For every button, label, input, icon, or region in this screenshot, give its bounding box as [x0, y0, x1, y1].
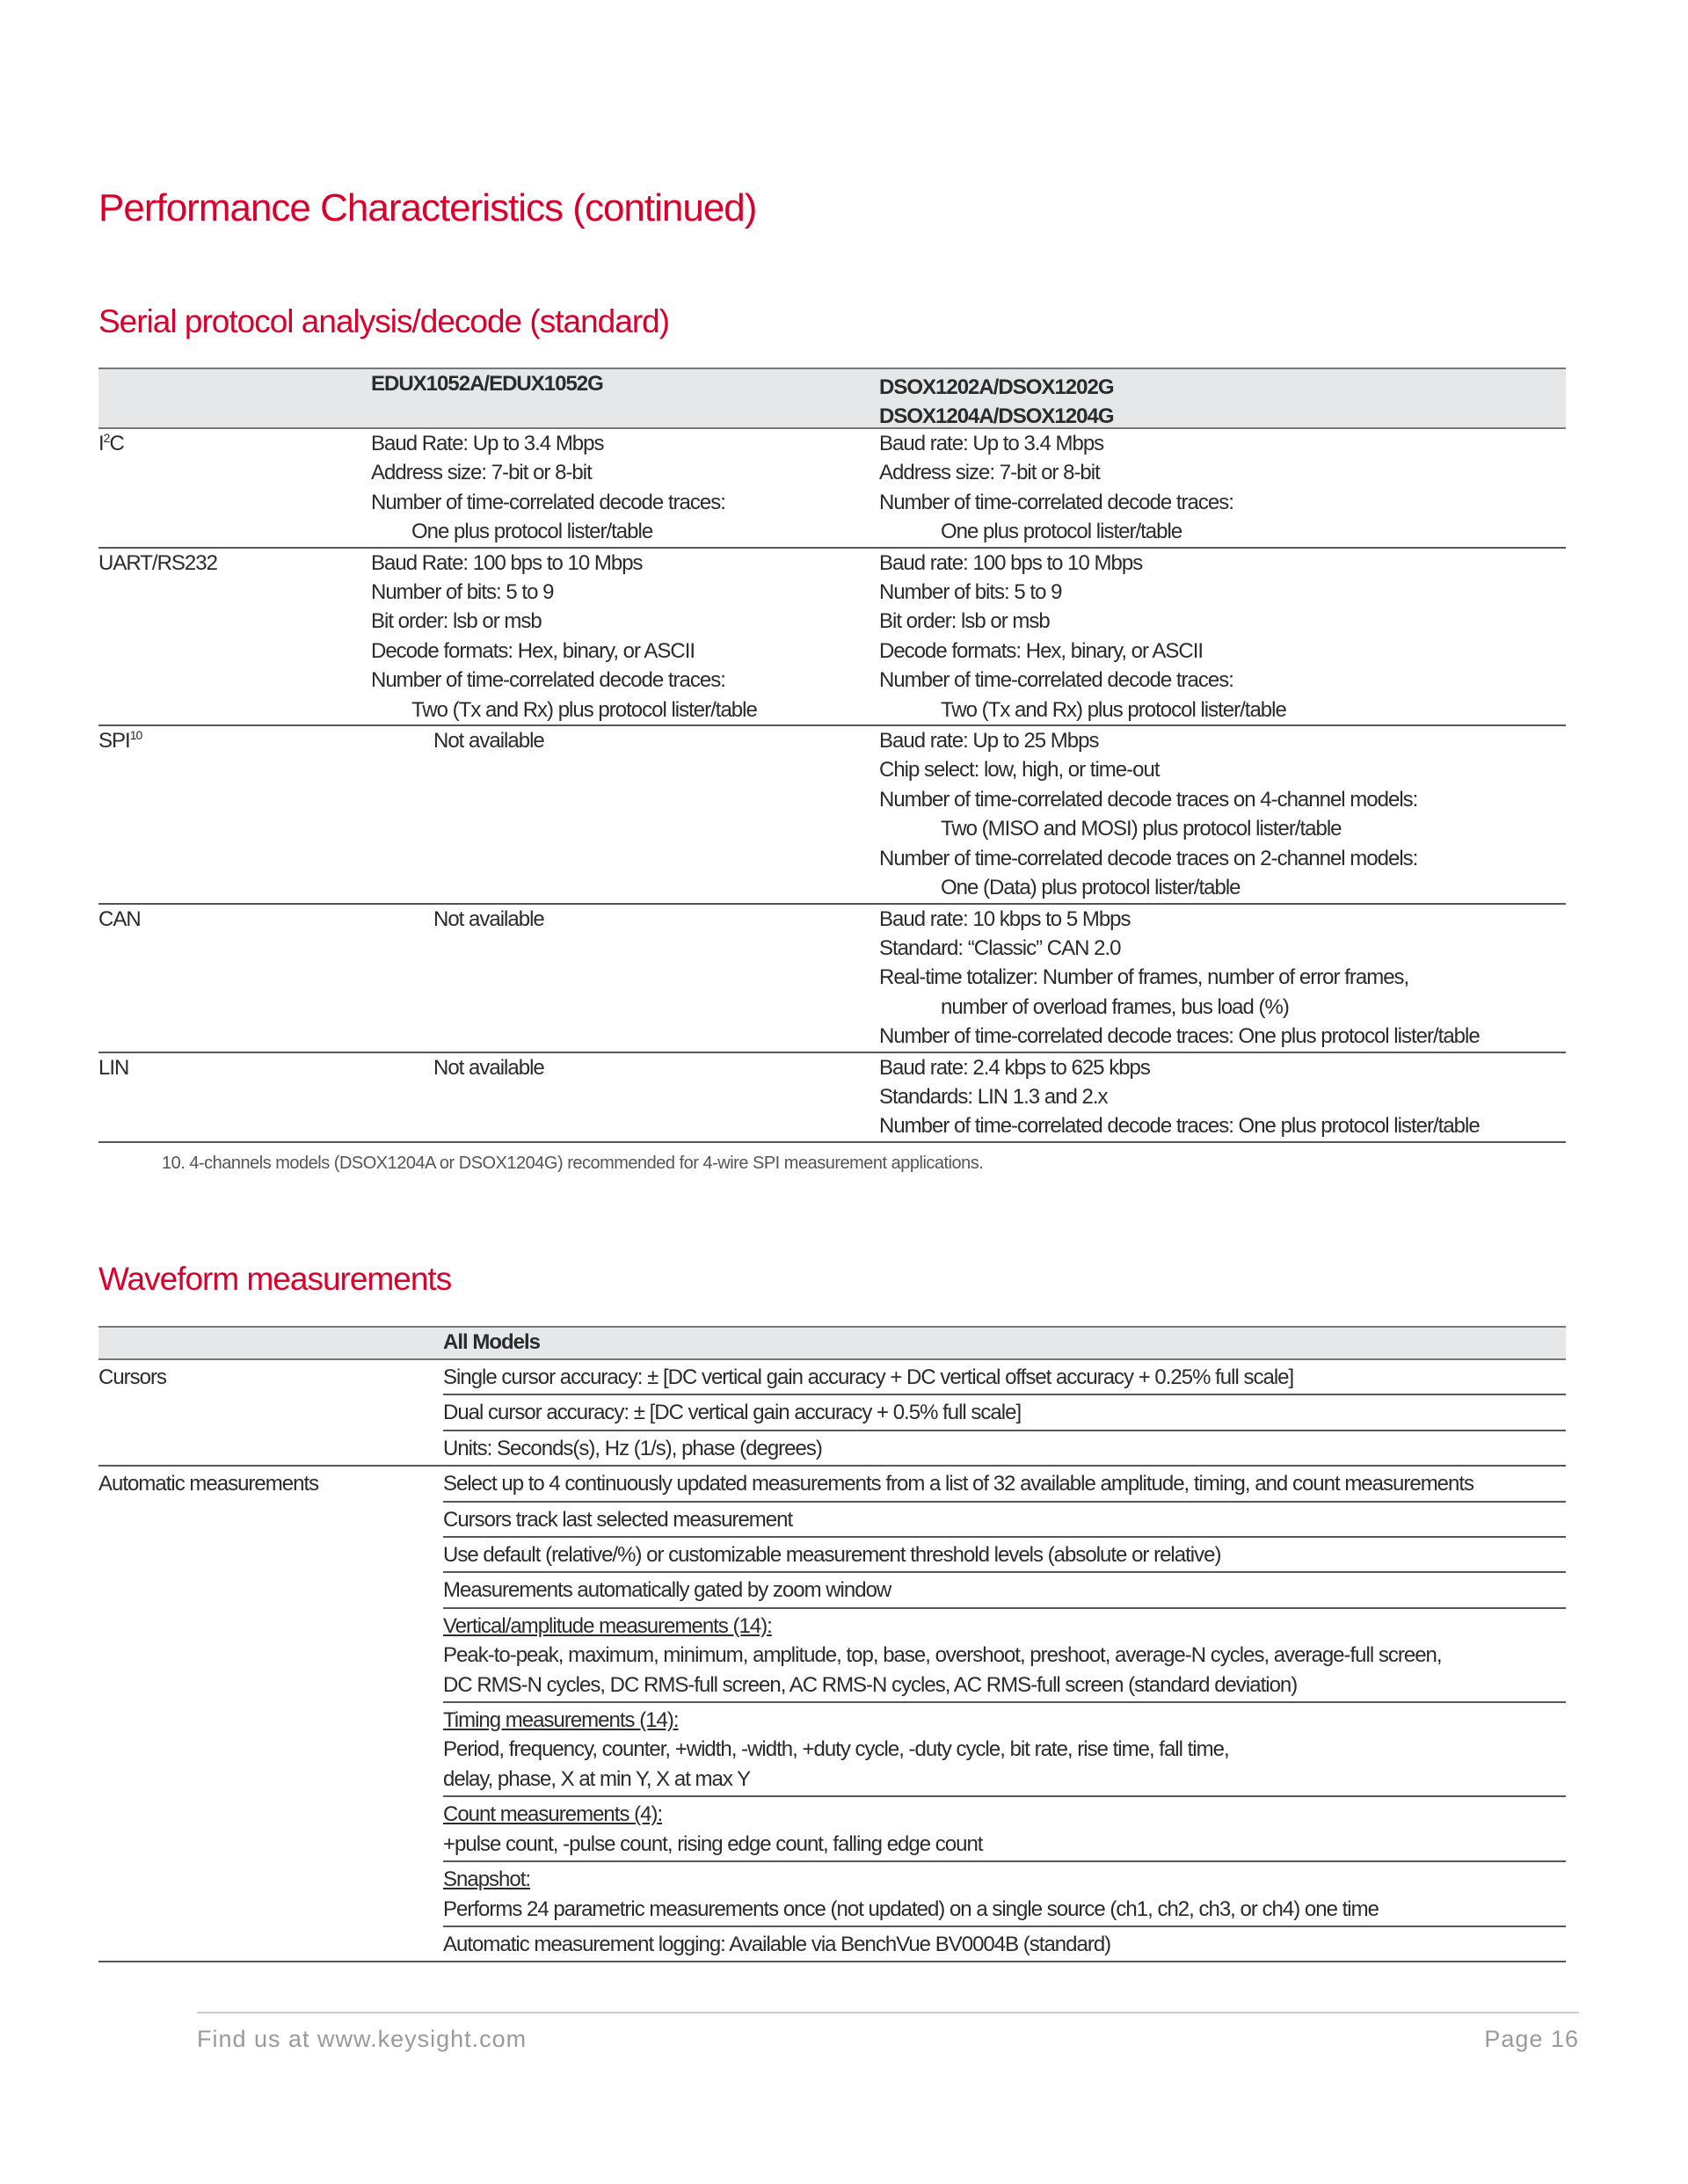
spec-line: One (Data) plus protocol lister/table	[941, 876, 1241, 900]
vertical-measurements	[443, 1609, 1566, 1703]
footer-divider	[197, 2012, 1579, 2013]
timing-line: delay, phase, X at min Y, X at max Y	[443, 1766, 751, 1791]
spec-line: One plus protocol lister/table	[411, 520, 653, 544]
spec-line: Address size: 7-bit or 8-bit	[371, 461, 592, 485]
count-line: +pulse count, -pulse count, rising edge count, falling edge count	[443, 1831, 983, 1856]
spec-line: Decode formats: Hex, binary, or ASCII	[371, 638, 695, 663]
spec-line: Number of time-correlated decode traces:	[879, 490, 1233, 514]
snapshot-title: Snapshot:	[443, 1867, 531, 1892]
table-row	[98, 429, 1566, 549]
row-label: CAN	[98, 906, 141, 931]
edu-cell	[433, 905, 544, 934]
serial-table-header	[98, 368, 1566, 429]
row-label: LIN	[98, 1055, 129, 1080]
waveform-table	[98, 1326, 1566, 1962]
table-row	[98, 1053, 1566, 1143]
count-measurements	[443, 1797, 1566, 1862]
count-title: Count measurements (4):	[443, 1802, 663, 1827]
snapshot	[443, 1862, 1566, 1927]
footnote: 10. 4-channels models (DSOX1204A or DSOX1204G) recommended for 4-wire SPI measurement applications.	[162, 1154, 984, 1173]
spec-line: Decode formats: Hex, binary, or ASCII	[879, 638, 1204, 663]
cursor-spec: Dual cursor accuracy: ± [DC vertical gain accuracy + 0.5% full scale]	[443, 1395, 1566, 1431]
spec-line: Not available	[433, 906, 544, 931]
edu-cell	[433, 1053, 544, 1082]
spec-line: Number of time-correlated decode traces on 2-channel models:	[879, 846, 1418, 870]
row-label: UART/RS232	[98, 550, 217, 575]
dso-cell	[879, 1053, 1566, 1141]
cursor-spec: Single cursor accuracy: ± [DC vertical gain accuracy + DC vertical offset accuracy + 0.25% full scale]	[443, 1360, 1566, 1395]
edu-cell	[433, 726, 544, 755]
auto-spec: Cursors track last selected measurement	[443, 1503, 1566, 1538]
timing-title: Timing measurements (14):	[443, 1708, 679, 1733]
vertical-line: Peak-to-peak, maximum, minimum, amplitude, top, base, overshoot, preshoot, average-N cycles, average-full screen,	[443, 1643, 1442, 1668]
spec-line: Baud rate: 10 kbps to 5 Mbps	[879, 906, 1131, 931]
edu-cell	[371, 429, 725, 547]
dso-cell	[879, 429, 1566, 547]
edu-cell	[371, 549, 757, 724]
snapshot-line: Performs 24 parametric measurements once (not updated) on a single source (ch1, ch2, ch3, or ch4) one time	[443, 1896, 1379, 1921]
spec-line: Number of bits: 5 to 9	[879, 580, 1062, 605]
spec-line: Number of time-correlated decode traces:	[371, 668, 725, 693]
spec-line: Number of time-correlated decode traces:	[879, 668, 1233, 693]
auto-spec: Measurements automatically gated by zoom window	[443, 1573, 1566, 1608]
spec-line: Baud rate: 100 bps to 10 Mbps	[879, 550, 1143, 575]
spec-line: Bit order: lsb or msb	[371, 609, 542, 634]
spec-line: Number of time-correlated decode traces: One plus protocol lister/table	[879, 1114, 1480, 1139]
vertical-line: DC RMS-N cycles, DC RMS-full screen, AC RMS-N cycles, AC RMS-full screen (standard deviation)	[443, 1672, 1298, 1697]
row-label: $I^2C$	[98, 431, 124, 455]
spec-line: Number of bits: 5 to 9	[371, 580, 554, 605]
waveform-section-title: Waveform measurements	[98, 1261, 452, 1297]
header-dso-4ch: DSOX1204A/DSOX1204G	[879, 404, 1114, 429]
table-row	[98, 905, 1566, 1053]
spec-line: Standards: LIN 1.3 and 2.x	[879, 1084, 1108, 1109]
spec-line: Real-time totalizer: Number of frames, number of error frames,	[879, 965, 1409, 990]
page-title: Performance Characteristics (continued)	[98, 186, 757, 229]
serial-table	[98, 368, 1566, 1143]
row-label-automatic: Automatic measurements	[98, 1472, 319, 1496]
spec-line: Baud rate: 2.4 kbps to 625 kbps	[879, 1055, 1150, 1080]
spec-line: Baud Rate: 100 bps to 10 Mbps	[371, 550, 643, 575]
auto-group	[98, 1467, 1566, 1962]
dso-cell	[879, 549, 1566, 724]
table-row	[98, 549, 1566, 726]
page-number: Page 16	[1484, 2026, 1579, 2052]
header-dso-2ch: DSOX1202A/DSOX1202G	[879, 375, 1114, 399]
spec-line: One plus protocol lister/table	[941, 520, 1182, 544]
header-all-models: All Models	[443, 1330, 541, 1354]
serial-section-title: Serial protocol analysis/decode (standard)	[98, 303, 670, 339]
row-label: SPI$^{10}$	[98, 728, 142, 753]
spec-line: Not available	[433, 729, 544, 753]
spec-line: Number of time-correlated decode traces: One plus protocol lister/table	[879, 1024, 1480, 1049]
header-edu: EDUX1052A/EDUX1052G	[371, 372, 603, 396]
row-label-cursors: Cursors	[98, 1365, 167, 1389]
spec-line: number of overload frames, bus load (%)	[941, 994, 1289, 1019]
spec-line: Baud rate: Up to 25 Mbps	[879, 729, 1099, 753]
waveform-table-header	[98, 1326, 1566, 1360]
timing-measurements	[443, 1703, 1566, 1797]
cursors-group	[98, 1360, 1566, 1467]
table-row	[98, 726, 1566, 904]
footer-website[interactable]: Find us at www.keysight.com	[197, 2026, 528, 2052]
spec-line: Two (MISO and MOSI) plus protocol lister/table	[941, 817, 1342, 841]
spec-line: Two (Tx and Rx) plus protocol lister/table	[941, 697, 1286, 722]
spec-line: Not available	[433, 1055, 544, 1080]
header-dso	[879, 373, 1113, 432]
spec-line: Baud rate: Up to 3.4 Mbps	[879, 432, 1104, 455]
cursor-spec: Units: Seconds(s), Hz (1/s), phase (degrees)	[443, 1436, 822, 1460]
spec-line: Two (Tx and Rx) plus protocol lister/table	[411, 697, 757, 722]
spec-line: Address size: 7-bit or 8-bit	[879, 461, 1100, 485]
timing-line: Period, frequency, counter, +width, -width, +duty cycle, -duty cycle, bit rate, rise time, fall time,	[443, 1737, 1229, 1762]
spec-line: Number of time-correlated decode traces:	[371, 490, 725, 514]
logging-spec: Automatic measurement logging: Available via BenchVue BV0004B (standard)	[443, 1932, 1111, 1956]
auto-spec: Select up to 4 continuously updated measurements from a list of 32 available amplitude, timing, and count measurements	[443, 1467, 1566, 1502]
spec-line: Standard: “Classic” CAN 2.0	[879, 935, 1121, 960]
spec-line: Chip select: low, high, or time-out	[879, 758, 1160, 783]
spec-line: Number of time-correlated decode traces on 4-channel models:	[879, 787, 1418, 812]
dso-cell	[879, 905, 1566, 1052]
dso-cell	[879, 726, 1566, 902]
spec-line: Bit order: lsb or msb	[879, 609, 1050, 634]
auto-spec: Use default (relative/%) or customizable measurement threshold levels (absolute or relative)	[443, 1538, 1566, 1573]
spec-line: Baud Rate: Up to 3.4 Mbps	[371, 432, 604, 455]
vertical-title: Vertical/amplitude measurements (14):	[443, 1613, 772, 1638]
